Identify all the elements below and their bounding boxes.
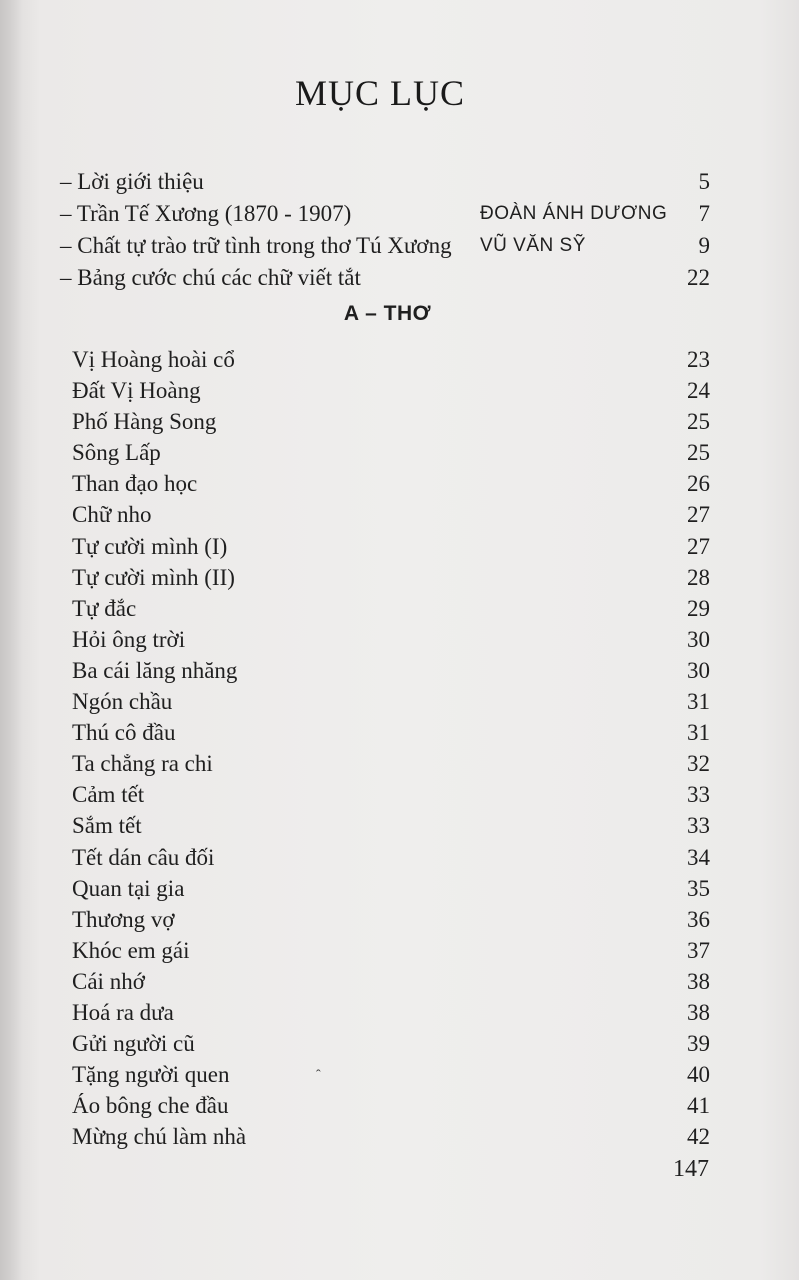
- entry-page: 31: [687, 689, 710, 715]
- entry-page: 38: [687, 968, 710, 994]
- entry-page: 33: [687, 813, 710, 839]
- entry-author: ĐOÀN ÁNH DƯƠNG: [480, 203, 668, 224]
- entry-title: Tặng người quen: [72, 1062, 230, 1088]
- entry-title: Đất Vị Hoàng: [72, 378, 201, 404]
- entry-title: Tự đắc: [72, 595, 137, 621]
- toc-entry: [72, 655, 710, 686]
- entry-page: 26: [687, 471, 710, 497]
- entry-title: Cái nhớ: [72, 968, 145, 994]
- entry-title: Gửi người cũ: [72, 1031, 195, 1057]
- entry-page: 25: [687, 409, 710, 435]
- entry-title: Hỏi ông trời: [72, 626, 186, 652]
- toc-entry: [60, 262, 710, 294]
- entry-page: 29: [687, 595, 710, 621]
- ink-speck: ˆ: [316, 1068, 321, 1083]
- entry-page: 30: [687, 657, 710, 683]
- toc-entry: [72, 904, 710, 935]
- entry-page: 36: [687, 906, 710, 932]
- entry-title: Mừng chú làm nhà: [72, 1124, 247, 1150]
- entry-page: 27: [687, 502, 710, 528]
- toc-entry: [72, 748, 710, 779]
- toc-entry: [72, 1090, 710, 1121]
- toc-entry: [72, 686, 710, 717]
- toc-entry: [72, 1028, 710, 1059]
- toc-entry: [72, 406, 710, 437]
- entry-page: 32: [687, 751, 710, 777]
- entry-page: 23: [687, 347, 710, 372]
- page-title: MỤC LỤC: [294, 73, 466, 113]
- entry-page: 30: [687, 626, 710, 652]
- page-gutter-shadow: [0, 0, 22, 1280]
- entry-page: 40: [687, 1062, 710, 1088]
- entry-title: – Chất tự trào trữ tình trong thơ Tú Xương: [60, 233, 452, 258]
- toc-entry: [72, 499, 710, 530]
- entry-author: VŨ VĂN SỸ: [480, 235, 586, 256]
- toc-entry: [72, 1121, 710, 1152]
- toc-entry: [72, 842, 710, 873]
- entry-page: 9: [698, 233, 710, 258]
- entry-title: Sắm tết: [72, 813, 142, 839]
- entry-page: 35: [687, 875, 710, 901]
- entry-title: Phố Hàng Song: [72, 409, 217, 435]
- entry-page: 24: [687, 378, 710, 404]
- toc-entry: [60, 230, 710, 262]
- entry-page: 39: [687, 1031, 710, 1057]
- entry-title: Vị Hoàng hoài cổ: [72, 347, 235, 372]
- toc-entry: [72, 966, 710, 997]
- entry-page: 42: [687, 1124, 710, 1150]
- entry-page: 7: [698, 201, 710, 226]
- entry-page: 41: [687, 1093, 710, 1119]
- entry-page: 31: [687, 720, 710, 746]
- entry-title: Ta chẳng ra chi: [72, 751, 213, 777]
- entry-page: 22: [687, 265, 710, 290]
- toc-entry: [72, 468, 710, 499]
- entry-title: Hoá ra dưa: [72, 999, 174, 1025]
- toc-entry: [72, 593, 710, 624]
- entry-page: 33: [687, 782, 710, 808]
- entry-title: Thương vợ: [72, 906, 175, 932]
- toc-entry: [72, 935, 710, 966]
- entry-title: – Bảng cước chú các chữ viết tắt: [60, 265, 361, 290]
- entry-title: Chữ nho: [72, 502, 152, 528]
- toc-entry: [72, 997, 710, 1028]
- poem-entries: [72, 344, 710, 1152]
- entry-title: Khóc em gái: [72, 937, 190, 963]
- entry-page: 5: [698, 169, 710, 194]
- entry-title: Ngón chầu: [72, 689, 173, 715]
- toc-entry: [72, 344, 710, 375]
- entry-page: 38: [687, 999, 710, 1025]
- entry-title: Tự cười mình (I): [72, 533, 228, 559]
- entry-title: Tự cười mình (II): [72, 564, 235, 590]
- toc-entry: [72, 375, 710, 406]
- entry-page: 34: [687, 844, 710, 870]
- toc-entry: [60, 166, 710, 198]
- toc-entry: [72, 873, 710, 904]
- entry-title: Tết dán câu đối: [72, 844, 215, 870]
- toc-entry: [72, 779, 710, 810]
- toc-entry: [72, 1059, 710, 1090]
- toc-entry: [60, 198, 710, 230]
- entry-page: 37: [687, 937, 710, 963]
- entry-page: 27: [687, 533, 710, 559]
- entry-title: Cảm tết: [72, 782, 145, 808]
- entry-page: 28: [687, 564, 710, 590]
- toc-entry: [72, 562, 710, 593]
- entry-title: – Trần Tế Xương (1870 - 1907): [60, 201, 352, 226]
- toc-entry: [72, 717, 710, 748]
- intro-entries: [60, 166, 710, 294]
- toc-entry: [72, 810, 710, 841]
- entry-title: – Lời giới thiệu: [60, 169, 204, 194]
- page-number: 147: [673, 1156, 709, 1182]
- toc-entry: [72, 531, 710, 562]
- entry-title: Than đạo học: [72, 471, 198, 497]
- toc-entry: [72, 437, 710, 468]
- section-heading: A – THƠ: [343, 302, 432, 325]
- entry-title: Quan tại gia: [72, 875, 185, 901]
- entry-title: Ba cái lăng nhăng: [72, 657, 238, 683]
- entry-title: Thú cô đầu: [72, 720, 176, 746]
- entry-title: Áo bông che đầu: [72, 1093, 229, 1119]
- toc-entry: [72, 624, 710, 655]
- entry-page: 25: [687, 440, 710, 466]
- entry-title: Sông Lấp: [72, 440, 161, 466]
